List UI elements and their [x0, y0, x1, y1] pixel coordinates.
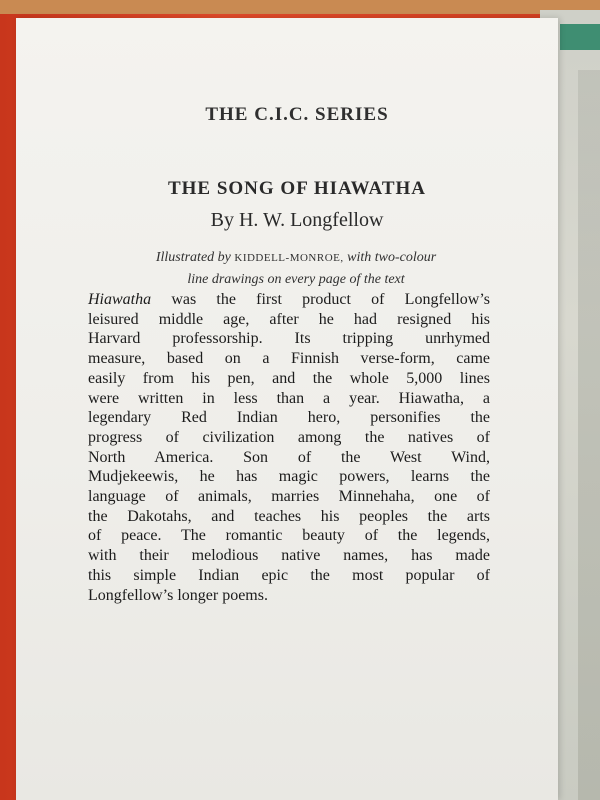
description-line — [88, 428, 490, 448]
illustration-suffix: with two-colour — [347, 250, 437, 265]
description-text: this simple Indian epic the most popular of — [88, 566, 490, 584]
description-text: the Dakotahs, and teaches his peoples the arts — [88, 507, 490, 525]
illustrator-name: KIDDELL-MONROE, — [234, 252, 344, 264]
description-line — [88, 546, 490, 566]
description-line — [88, 310, 490, 330]
description-text: of peace. The romantic beauty of the legends, — [88, 527, 490, 545]
description-text: leisured middle age, after he had resigned his — [88, 310, 490, 328]
description-text: Longfellow’s longer poems. — [88, 586, 268, 604]
description-line — [88, 290, 490, 310]
series-title: THE C.I.C. SERIES — [205, 104, 389, 125]
description-line — [88, 487, 490, 507]
description-text: with their melodious native names, has made — [88, 547, 490, 565]
description-line — [88, 408, 490, 428]
book-description — [88, 290, 490, 605]
description-text: language of animals, marries Minnehaha, one of — [88, 488, 490, 506]
description-text: measure, based on a Finnish verse-form, came — [88, 350, 490, 368]
dust-jacket-flap — [16, 18, 558, 800]
book-title: THE SONG OF HIAWATHA — [167, 178, 427, 199]
description-text: legendary Red Indian hero, personifies the — [88, 409, 490, 427]
description-text: Harvard professorship. Its tripping unrhymed — [88, 330, 490, 348]
description-line — [88, 586, 490, 606]
description-text: easily from his pen, and the whole 5,000 lines — [88, 369, 490, 387]
illustration-line-2: line drawings on every page of the text — [187, 272, 405, 287]
description-text: North America. Son of the West Wind, — [88, 448, 490, 466]
description-line — [88, 467, 490, 487]
description-line — [88, 369, 490, 389]
description-line — [88, 507, 490, 527]
description-line — [88, 389, 490, 409]
illustration-note — [86, 247, 506, 290]
illustration-prefix: Illustrated by — [155, 250, 231, 265]
description-line — [88, 566, 490, 586]
book-author: By H. W. Longfellow — [210, 209, 384, 231]
description-text: was the first product of Longfellow’s — [151, 291, 490, 308]
description-text: progress of civilization among the natives of — [88, 428, 490, 446]
cover-teal-strip — [560, 24, 600, 50]
description-text: Mudjekeewis, he has magic powers, learns the — [88, 468, 490, 486]
description-italic-title: Hiawatha — [88, 291, 152, 308]
description-line — [88, 526, 490, 546]
description-line — [88, 349, 490, 369]
description-line — [88, 448, 490, 468]
cover-shadow-band — [578, 70, 600, 800]
description-text: were written in less than a year. Hiawatha, a — [88, 389, 490, 407]
description-line — [88, 329, 490, 349]
